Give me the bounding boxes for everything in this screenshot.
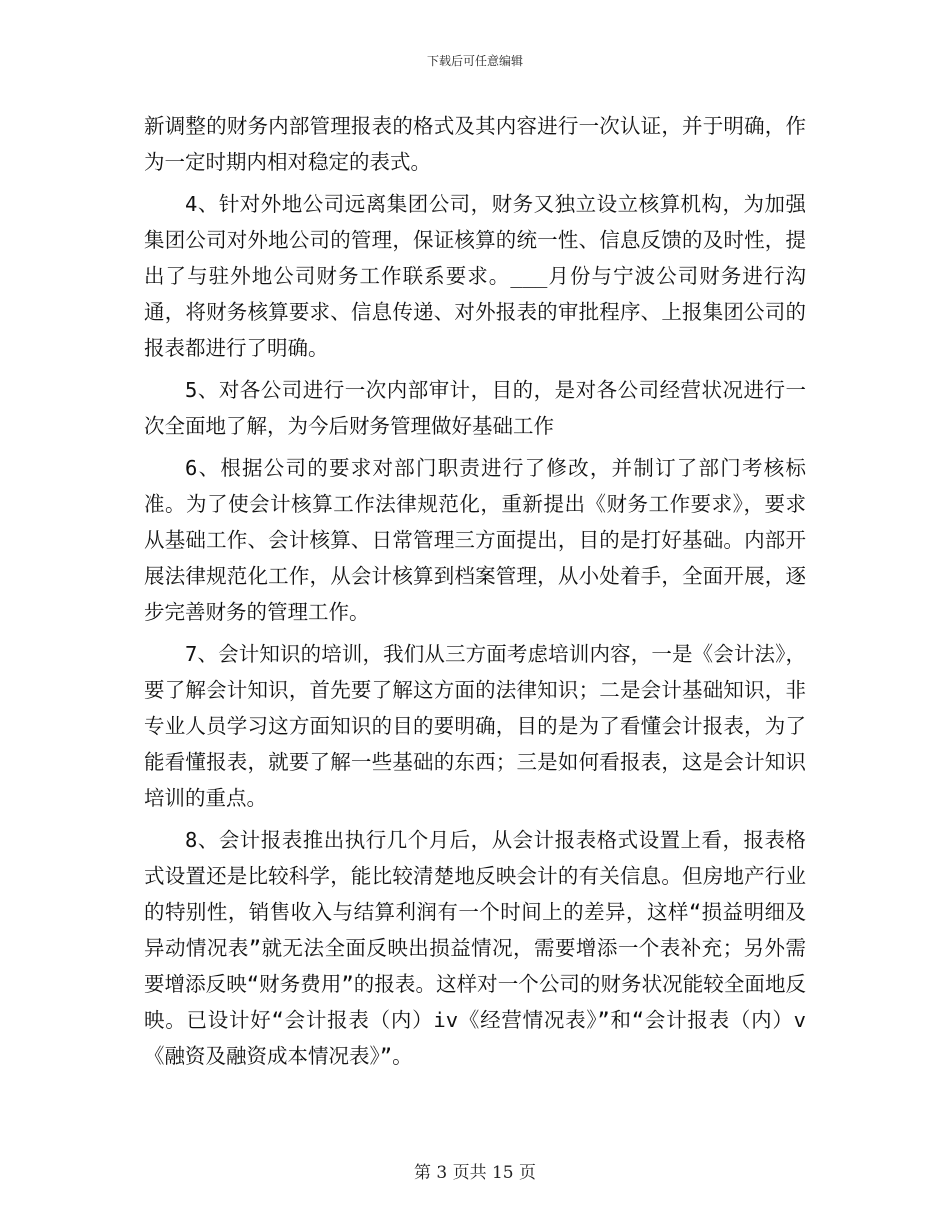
page-header: 下载后可任意编辑 <box>426 54 523 68</box>
paragraph-continuation: 新调整的财务内部管理报表的格式及其内容进行一次认证，并于明确，作为一定时期内相对稳定的表式。 <box>144 114 806 174</box>
paragraph-item-4: 4、针对外地公司远离集团公司，财务又独立设立核算机构，为加强集团公司对外地公司的管理，保证核算的统一性、信息反馈的及时性，提出了与驻外地公司财务工作联系要求。___月份与宁波公司财务进行沟通，将财务核算要求、信息传递、对外报表的审批程序、上报集团公司的报表都进行了明确。 <box>144 192 806 360</box>
paragraph-item-6: 6、根据公司的要求对部门职责进行了修改，并制订了部门考核标准。为了使会计核算工作法律规范化，重新提出《财务工作要求》，要求从基础工作、会计核算、日常管理三方面提出，目的是打好基础。内部开展法律规范化工作，从会计核算到档案管理，从小处着手，全面开展，逐步完善财务的管理工作。 <box>144 456 806 624</box>
paragraph-item-8: 8、会计报表推出执行几个月后，从会计报表格式设置上看，报表格式设置还是比较科学，能比较清楚地反映会计的有关信息。但房地产行业的特别性，销售收入与结算利润有一个时间上的差异，这样“损益明细及异动情况表”就无法全面反映出损益情况，需要增添一个表补充；另外需要增添反映“财务费用”的报表。这样对一个公司的财务状况能较全面地反映。已设计好“会计报表（内）iv《经营情况表》”和“会计报表（内）v《融资及融资成本情况表》”。 <box>144 828 806 1068</box>
document-body <box>144 108 806 1080</box>
paragraph-item-5: 5、对各公司进行一次内部审计，目的，是对各公司经营状况进行一次全面地了解，为今后财务管理做好基础工作 <box>144 378 806 438</box>
page-number-footer: 第 3 页共 15 页 <box>413 1163 537 1183</box>
paragraph-item-7: 7、会计知识的培训，我们从三方面考虑培训内容，一是《会计法》，要了解会计知识，首先要了解这方面的法律知识；二是会计基础知识，非专业人员学习这方面知识的目的要明确，目的是为了看懂会计报表，为了能看懂报表，就要了解一些基础的东西；三是如何看报表，这是会计知识培训的重点。 <box>144 642 806 810</box>
